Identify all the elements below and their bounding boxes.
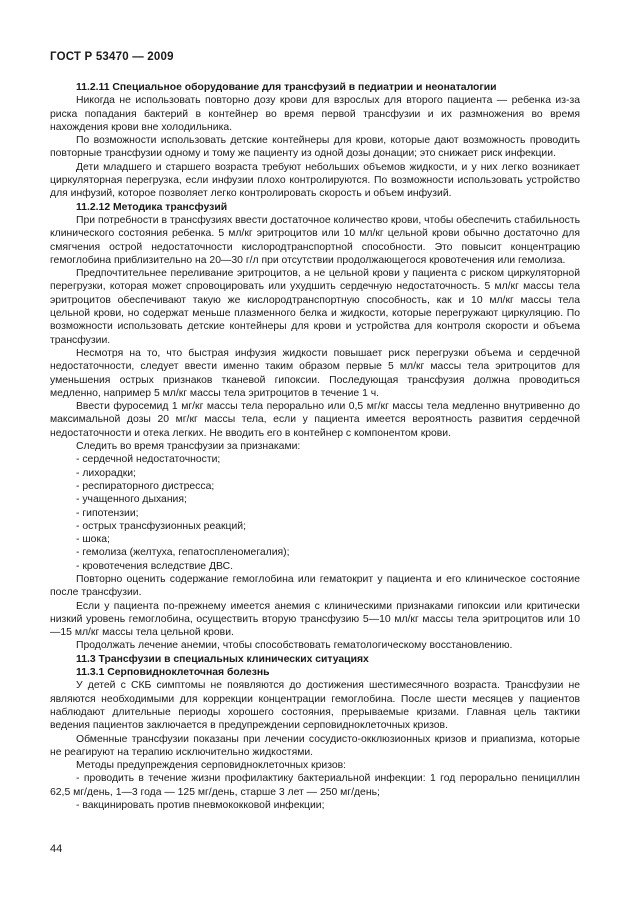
list-item: - кровотечения вследствие ДВС. xyxy=(76,560,233,572)
paragraph: Следить во время трансфузии за признаками: xyxy=(76,441,301,453)
paragraph: Повторно оценить содержание гемоглобина или гематокрит у пациента и его клиническое состояние после трансфузии. xyxy=(50,573,580,599)
list-item: - сердечной недостаточности; xyxy=(76,454,221,466)
list-item: - учащенного дыхания; xyxy=(76,494,187,506)
paragraph: - проводить в течение жизни профилактику бактериальной инфекции: 1 год перорально пенициллин 62,5 мг/день, 1—3 года — 125 мг/день, старше 3 лет — 250 мг/день; xyxy=(50,773,580,798)
list-item: - лихорадки; xyxy=(76,467,136,479)
page-number: 44 xyxy=(50,843,63,855)
paragraph: Если у пациента по-прежнему имеется анемия с клиническими признаками гипоксии или критически низкий уровень гемоглобина, осуществить вторую трансфузию 5—10 мл/кг массы тела эритроцитов или 10—15 мл/кг массы тела цельной крови. xyxy=(50,600,580,639)
document-body xyxy=(50,81,580,812)
section-heading: 11.3 Трансфузии в специальных клинических ситуациях xyxy=(76,653,369,665)
paragraph: - вакцинировать против пневмококковой инфекции; xyxy=(76,800,325,812)
paragraph: Ввести фуросемид 1 мг/кг массы тела перорально или 0,5 мг/кг массы тела медленно внутривенно до максимальной дозы 20 мг/кг массы тела, если у пациента имеется вероятность развития сердечной недостаточности и отека легких. Не вводить его в контейнер с компонентом крови. xyxy=(50,401,580,439)
paragraph: Обменные трансфузии показаны при лечении сосудисто-окклюзионных кризов и приапизма, которые не реагируют на терапию исключительно жидкостями. xyxy=(50,733,580,758)
paragraph: Продолжать лечение анемии, чтобы способствовать гематологическому восстановлению. xyxy=(76,640,513,652)
paragraph: Методы предупреждения серповидноклеточных кризов: xyxy=(76,760,347,772)
list-item: - острых трансфузионных реакций; xyxy=(76,520,246,532)
list-item: - респираторного дистресса; xyxy=(76,480,215,492)
list-item: - гемолиза (желтуха, гепатоспленомегалия); xyxy=(76,547,290,559)
paragraph: У детей с СКБ симптомы не появляются до достижения шестимесячного возраста. Трансфузии не являются необходимыми для коррекции концентрации гемоглобина. После шести месяцев у пациентов наблюдают длительные периоды хорошего состояния, прерываемые кризами. Главная цель тактики ведения пациентов заключается в предупреждении серповидноклеточных кризов. xyxy=(50,680,580,732)
page-header: ГОСТ Р 53470 — 2009 xyxy=(50,51,174,63)
paragraph: Несмотря на то, что быстрая инфузия жидкости повышает риск перегрузки объема и сердечной недостаточности, следует ввести именно таким образом первые 5 мл/кг массы тела эритроцитов для уменьшения острых признаков тканевой гипоксии. Последующая трансфузия должна проводиться медленно, например 5 мл/кг массы тела эритроцитов в течение 1 ч. xyxy=(50,347,580,399)
paragraph: Дети младшего и старшего возраста требуют небольших объемов жидкости, и у них легко возникает циркуляторная перегрузка, если инфузии плохо контролируются. По возможности использовать устройство для инфузий, которое позволяет легко контролировать скорость и объем инфузий. xyxy=(50,161,580,200)
section-heading: 11.2.12 Методика трансфузий xyxy=(76,201,228,213)
section-heading: 11.3.1 Серповидноклеточная болезнь xyxy=(76,667,270,679)
list-item: - шока; xyxy=(76,534,110,546)
section-heading: 11.2.11 Специальное оборудование для трансфузий в педиатрии и неонаталогии xyxy=(76,82,497,93)
list-item: - гипотензии; xyxy=(76,507,139,519)
paragraph: Никогда не использовать повторно дозу крови для взрослых для второго пациента — ребенка из-за риска попадания бактерий в контейнер во время первой трансфузии и их размножения во время нахождения крови вне холодильника. xyxy=(50,95,580,133)
paragraph: При потребности в трансфузиях ввести достаточное количество крови, чтобы обеспечить стабильность клинического состояния ребенка. 5 мл/кг эритроцитов или 10 мл/кг цельной крови обычно достаточно для смягчения острой недостаточности кислородтранспортной способности. Это повысит концентрацию гемоглобина приблизительно на 20—30 г/л при отсутствии продолжающегося кровотечения или гемолиза. xyxy=(50,214,580,266)
paragraph: По возможности использовать детские контейнеры для крови, которые дают возможность проводить повторные трансфузии одному и тому же пациенту из одной дозы донации; это снижает риск инфекции. xyxy=(50,135,580,160)
paragraph: Предпочтительнее переливание эритроцитов, а не цельной крови у пациента с риском циркуляторной перегрузки, которая может спровоцировать или ухудшить сердечную недостаточность. 5 мл/кг массы тела эритроцитов обеспечивают такую же кислородтранспортную способность, как и 10 мл/кг массы тела цельной крови, но содержат меньше плазменного белка и жидкости, которые перегружают циркуляцию. По возможности использовать детские контейнеры для крови и устройства для контроля скорости и объема трансфузии. xyxy=(50,268,580,346)
